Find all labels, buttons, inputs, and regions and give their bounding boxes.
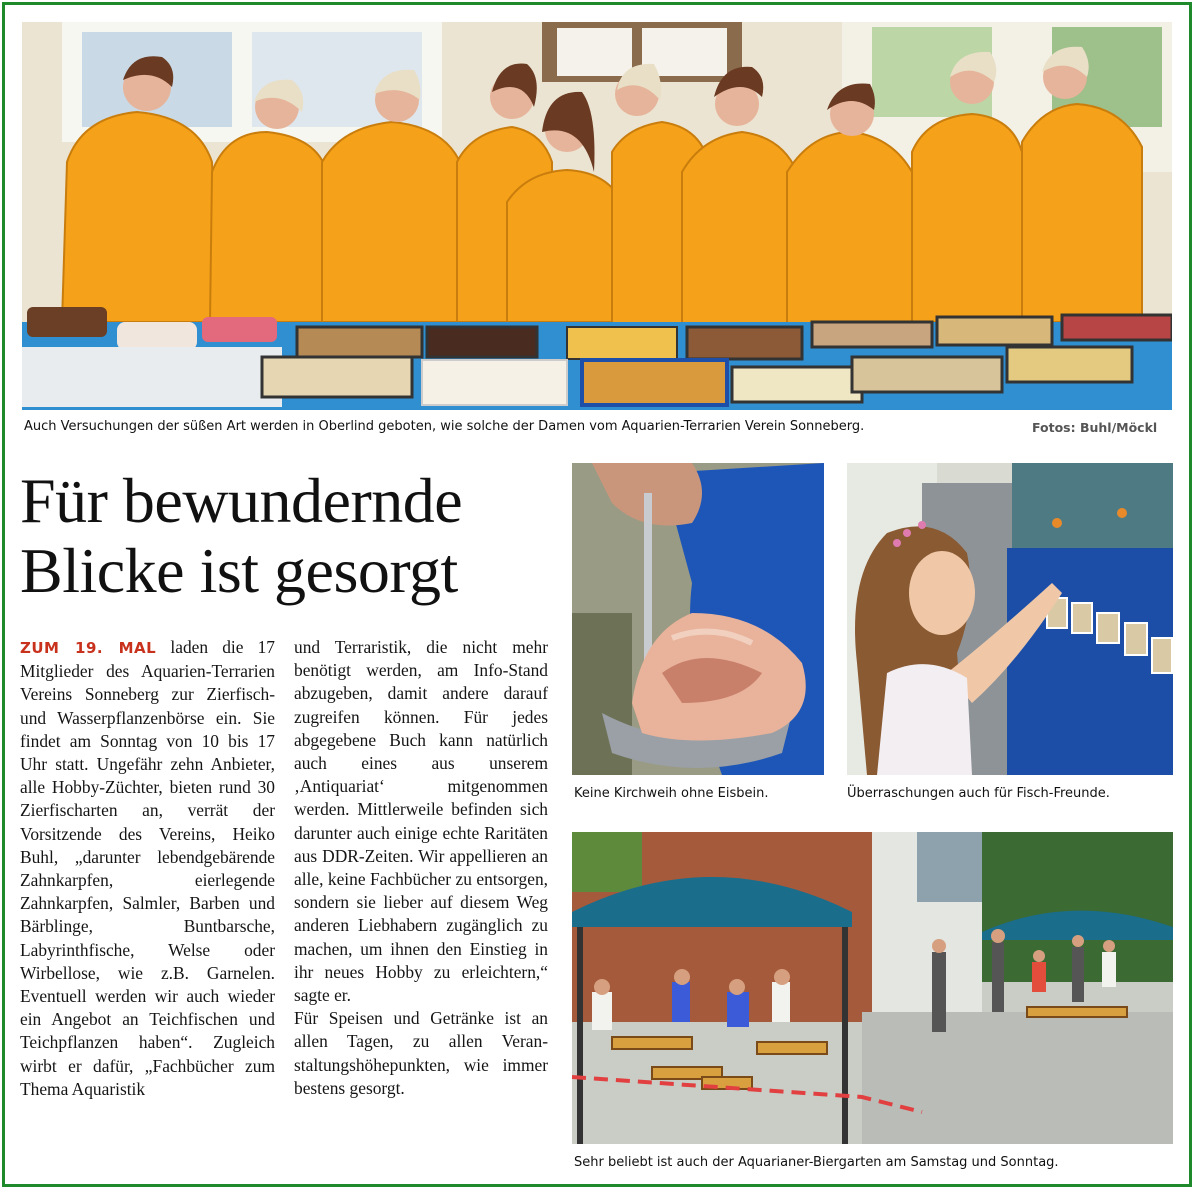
article-column-1 bbox=[20, 636, 275, 1101]
photo-aquarium-girl bbox=[847, 463, 1173, 775]
article-column-2-text: und Terraristik, die nicht mehr benötigt werden, am Info-Stand abzugeben, damit andere darauf zugreifen können. Für jedes abgegebene Buch kann natürlich auch eines aus unserem ‚Antiquariat‘ mitgenommen werden. Mittlerweile befinden sich darunter auch einige echte Raritäten aus DDR-Zeiten. Wir appellieren an alle, keine Fachbücher zu entsorgen, sondern sie lieber auf diesem Weg anderen Liebhabern zugänglich zu machen, um ihnen den Einstieg in ihr neues Hobby zu erleichtern,“ sagte er. bbox=[294, 637, 548, 1006]
headline bbox=[20, 466, 560, 606]
headline-line-2: Blicke ist gesorgt bbox=[20, 535, 458, 606]
headline-line-1: Für bewundernde bbox=[20, 465, 463, 536]
photo-eisbein bbox=[572, 463, 824, 775]
caption-eisbein: Keine Kirchweih ohne Eisbein. bbox=[574, 786, 769, 801]
article-column-1-text: laden die 17 Mitglieder des Aquarien-Terrarien Vereins Sonneberg zur Zierfisch- und Wasserpflanzenbörse ein. Sie findet am Sonntag von 10 bis 17 Uhr statt. Ungefähr zehn Anbieter, alle Hobby-Züchter, bieten rund 30 Zierfischarten an, verrät der Vorsitzende des Vereins, Heiko Buhl, „darunter lebendgebärende Zahnkarpfen, eierlegende Zahnkarpfen, Salmler, Barben und Bärblinge, Buntbarsche, Labyrinthfische, Welse oder Wirbellose, wie z.B. Garnelen. Eventuell werden wir auch wieder ein Angebot an Teichfischen und Teichpflanzen haben“. Zugleich wirbt er dafür, „Fachbücher zum Thema Aquaristik bbox=[20, 637, 276, 1099]
caption-aquarium: Überraschungen auch für Fisch-Freunde. bbox=[847, 786, 1110, 801]
article-column-2 bbox=[294, 636, 548, 1100]
caption-top-photo: Auch Versuchungen der süßen Art werden in Oberlind geboten, wie solche der Damen vom Aquarien-Terrarien Verein Sonneberg. bbox=[24, 419, 865, 434]
caption-beer-garden: Sehr beliebt ist auch der Aquarianer-Biergarten am Samstag und Sonntag. bbox=[574, 1155, 1059, 1170]
photo-beer-garden bbox=[572, 832, 1173, 1144]
photo-credit: Fotos: Buhl/Möckl bbox=[1032, 420, 1158, 435]
photo-cake-stand bbox=[22, 22, 1172, 410]
article-lead: ZUM 19. MAL bbox=[20, 639, 157, 657]
article-column-2-closing: Für Speisen und Getränke ist an allen Tagen, zu allen Veranstaltungshöhepunkten, wie immer bestens gesorgt. bbox=[294, 1008, 548, 1098]
